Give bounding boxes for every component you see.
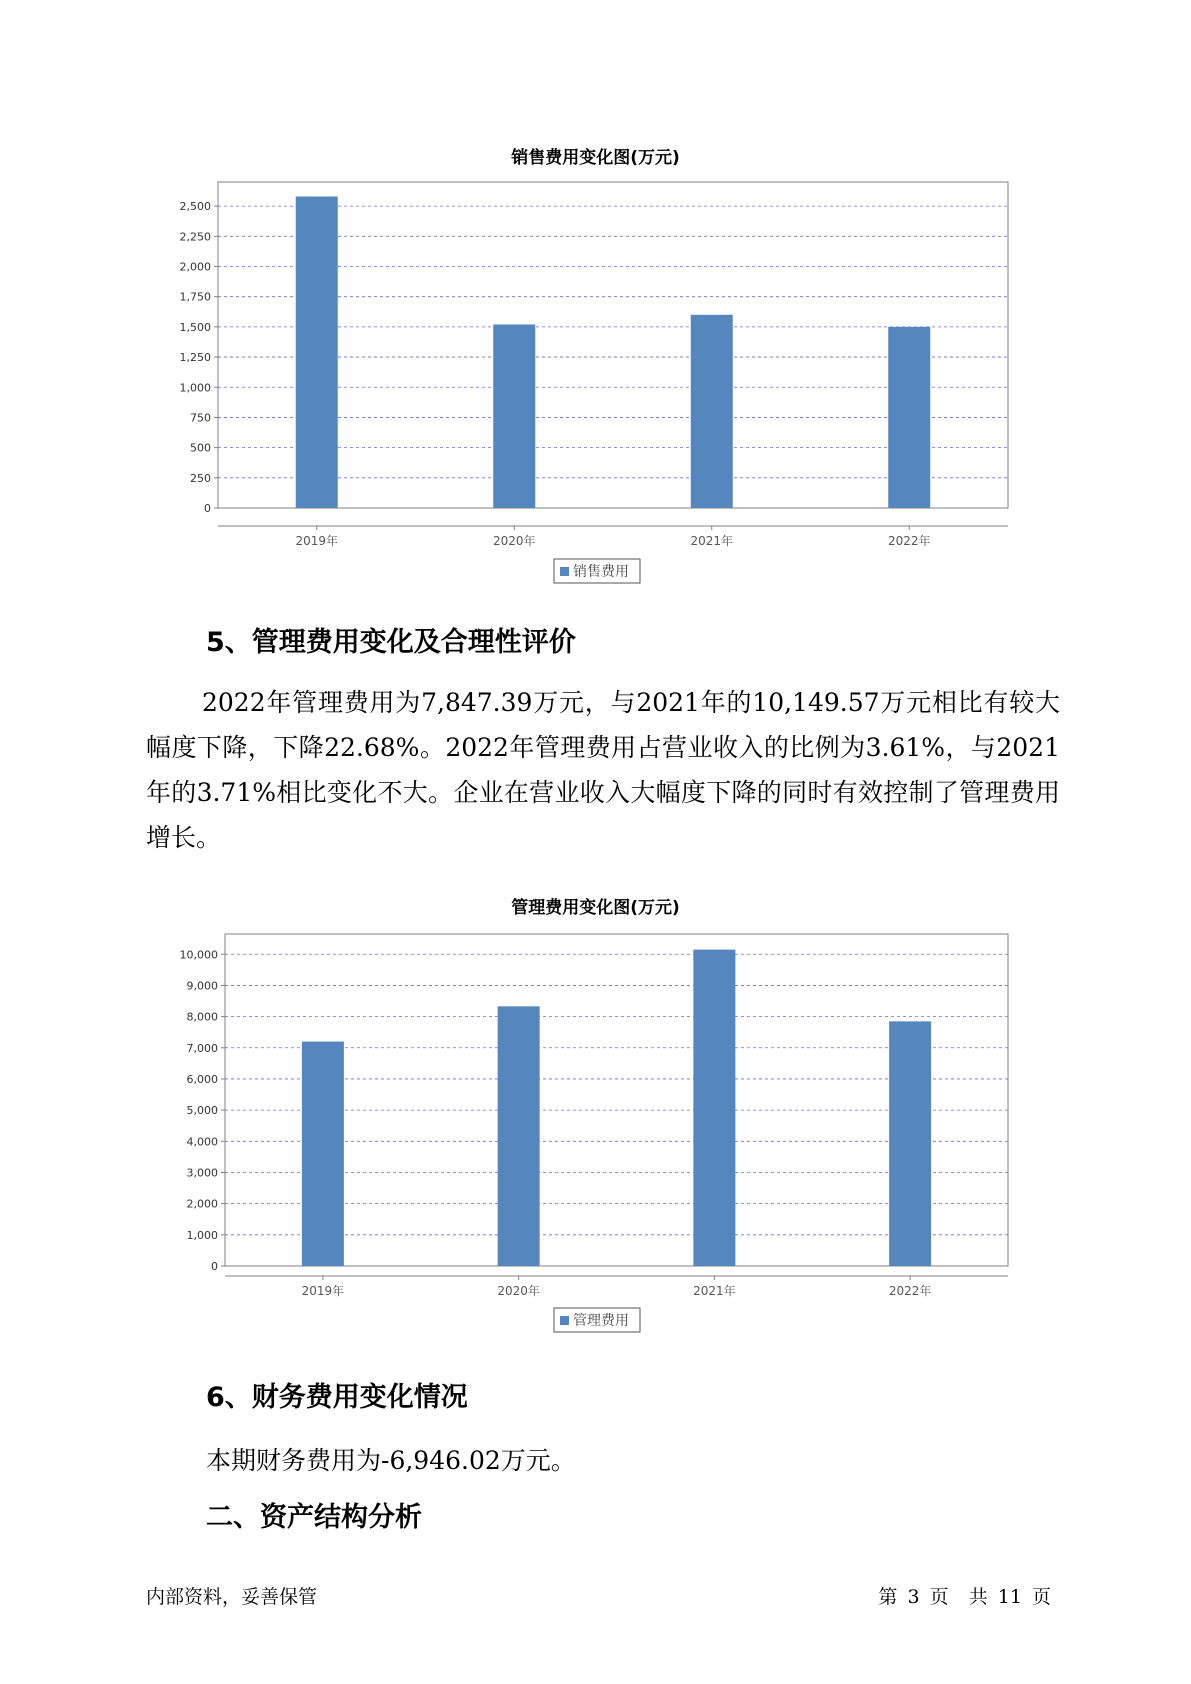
y-tick-label: 2,000 (186, 1197, 218, 1211)
y-tick-label: 3,000 (186, 1166, 218, 1180)
footer-total-unit: 页 (1031, 1586, 1051, 1608)
x-tick-label: 2021年 (693, 1284, 736, 1298)
footer-page-unit: 页 (929, 1586, 949, 1608)
y-tick-label: 250 (190, 471, 211, 485)
y-tick-label: 0 (204, 502, 211, 515)
admin-expense-chart (0, 920, 1191, 1340)
x-tick-label: 2020年 (492, 534, 536, 548)
bar-2022年 (888, 327, 930, 508)
legend-swatch (560, 567, 569, 576)
y-tick-label: 1,750 (179, 290, 211, 304)
x-tick-label: 2019年 (301, 1284, 345, 1298)
y-tick-label: 7,000 (186, 1041, 218, 1055)
footer-page-num: 3 (907, 1586, 920, 1608)
bar-2019年 (302, 1042, 344, 1266)
section-5-heading: 5、管理费用变化及合理性评价 (206, 627, 576, 658)
admin-expense-chart-title: 管理费用变化图(万元) (511, 898, 680, 918)
x-tick-label: 2021年 (690, 534, 734, 548)
sales-expense-chart (0, 170, 1191, 580)
section-6-paragraph: 本期财务费用为-6,946.02万元。 (206, 1446, 576, 1475)
y-tick-label: 6,000 (186, 1072, 218, 1086)
footer-page-info (874, 1582, 1051, 1609)
y-tick-label: 1,000 (179, 381, 211, 395)
asset-structure-heading: 二、资产结构分析 (206, 1502, 422, 1533)
x-tick-label: 2022年 (888, 1284, 932, 1298)
x-tick-label: 2022年 (887, 534, 931, 548)
footer-page-prefix: 第 (878, 1586, 898, 1608)
bar-2021年 (693, 950, 735, 1266)
y-tick-label: 8,000 (186, 1010, 218, 1024)
x-tick-label: 2019年 (295, 534, 339, 548)
y-tick-label: 1,500 (179, 320, 211, 334)
y-tick-label: 1,250 (179, 351, 211, 365)
bar-2022年 (889, 1021, 931, 1266)
legend-label: 管理费用 (573, 1313, 629, 1329)
section-6-heading: 6、财务费用变化情况 (206, 1382, 468, 1413)
footer-total-prefix: 共 (968, 1586, 988, 1608)
x-tick-label: 2020年 (497, 1284, 540, 1298)
bar-2020年 (493, 324, 535, 508)
footer-total-num: 11 (997, 1586, 1022, 1608)
bar-2021年 (691, 315, 733, 508)
y-tick-label: 2,500 (179, 200, 211, 214)
y-tick-label: 5,000 (186, 1104, 218, 1118)
legend (554, 1308, 640, 1332)
footer-confidential-note: 内部资料，妥善保管 (146, 1586, 318, 1608)
y-tick-label: 4,000 (186, 1135, 218, 1149)
y-tick-label: 750 (190, 411, 211, 425)
y-tick-label: 500 (190, 441, 211, 455)
y-tick-label: 0 (211, 1260, 218, 1273)
section-5-paragraph: 2022年管理费用为7,847.39万元，与2021年的10,149.57万元相比有较大幅度下降，下降22.68%。2022年管理费用占营业收入的比例为3.61%，与2021年的3.71%相比变化不大。企业在营业收入大幅度下降的同时有效控制了管理费用增长。 (146, 688, 1060, 852)
legend (554, 559, 640, 583)
bar-2020年 (498, 1006, 540, 1266)
y-tick-label: 9,000 (186, 979, 218, 993)
y-tick-label: 10,000 (179, 948, 218, 962)
legend-swatch (560, 1316, 569, 1325)
y-tick-label: 2,250 (179, 230, 211, 244)
y-tick-label: 2,000 (179, 260, 211, 274)
y-tick-label: 1,000 (186, 1228, 218, 1242)
sales-expense-chart-title: 销售费用变化图(万元) (511, 148, 680, 168)
legend-label: 销售费用 (573, 564, 629, 580)
bar-2019年 (296, 196, 338, 508)
